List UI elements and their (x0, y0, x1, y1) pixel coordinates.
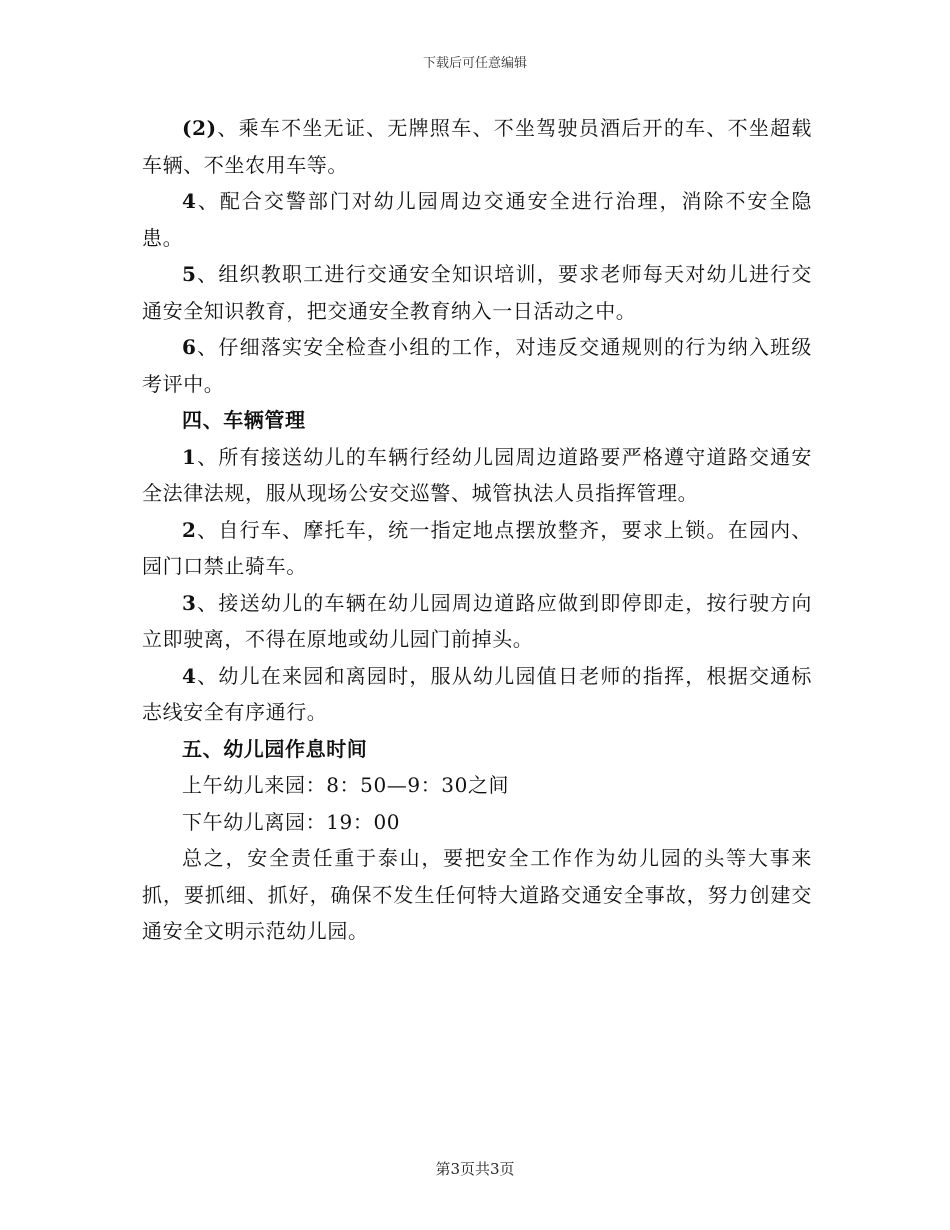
item-number: 4 (182, 189, 197, 213)
document-body (142, 110, 812, 950)
paragraph-bicycle-parking (142, 512, 812, 585)
paragraph-text: 、自行车、摩托车，统一指定地点摆放整齐，要求上锁。在园内、园门口禁止骑车。 (142, 517, 812, 578)
paragraph-orderly-passage (142, 658, 812, 731)
paragraph-vehicle-law (142, 439, 812, 512)
item-number: (2) (182, 116, 217, 140)
paragraph-conclusion: 总之，安全责任重于泰山，要把安全工作作为幼儿园的头等大事来抓，要抓细、抓好，确保不发生任何特大道路交通安全事故，努力创建交通安全文明示范幼儿园。 (142, 846, 812, 943)
paragraph-morning-arrival: 上午幼儿来园：8：50—9：30之间 (182, 773, 510, 797)
page-header: 下载后可任意编辑 (422, 56, 527, 71)
paragraph-text: 、乘车不坐无证、无牌照车、不坐驾驶员酒后开的车、不坐超载车辆、不坐农用车等。 (142, 116, 812, 177)
paragraph-staff-training (142, 256, 812, 329)
paragraph-police-cooperation (142, 183, 812, 256)
page-footer: 第3页共3页 (435, 1160, 515, 1178)
paragraph-text: 、幼儿在来园和离园时，服从幼儿园值日老师的指挥，根据交通标志线安全有序通行。 (142, 663, 812, 724)
item-number: 6 (182, 335, 197, 359)
item-number: 3 (182, 590, 197, 615)
paragraph-text: 、配合交警部门对幼儿园周边交通安全进行治理，消除不安全隐患。 (142, 189, 812, 250)
item-number: 4 (182, 663, 197, 688)
section-heading-vehicle-management: 四、车辆管理 (182, 408, 306, 432)
paragraph-inspection-group (142, 329, 812, 402)
paragraph-text: 、组织教职工进行交通安全知识培训，要求老师每天对幼儿进行交通安全知识教育，把交通安全教育纳入一日活动之中。 (142, 262, 812, 323)
paragraph-text: 、仔细落实安全检查小组的工作，对违反交通规则的行为纳入班级考评中。 (142, 335, 812, 396)
item-number: 1 (182, 444, 197, 469)
paragraph-stop-and-go (142, 585, 812, 658)
paragraph-text: 、接送幼儿的车辆在幼儿园周边道路应做到即停即走，按行驶方向立即驶离，不得在原地或幼儿园门前掉头。 (142, 590, 812, 651)
section-heading-schedule: 五、幼儿园作息时间 (182, 736, 368, 761)
item-number: 2 (182, 517, 197, 542)
paragraph-ride-rules (142, 110, 812, 183)
item-number: 5 (182, 262, 197, 286)
paragraph-afternoon-departure: 下午幼儿离园：19：00 (182, 809, 401, 834)
paragraph-text: 、所有接送幼儿的车辆行经幼儿园周边道路要严格遵守道路交通安全法律法规，服从现场公安交巡警、城管执法人员指挥管理。 (142, 444, 812, 505)
